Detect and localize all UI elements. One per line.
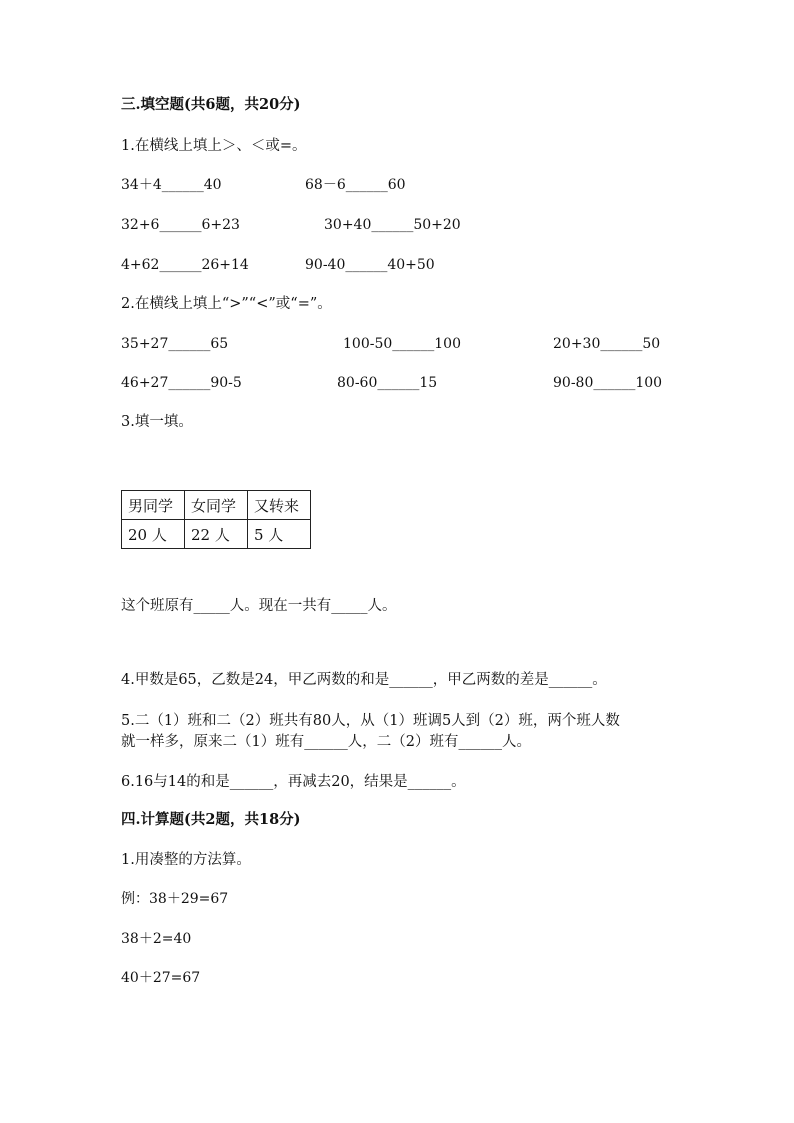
example-step1: 38＋2=40 <box>121 931 192 947</box>
table-header-row <box>122 491 311 520</box>
q2-row1-col3: 20+30______50 <box>553 336 661 352</box>
section3-heading: 三.填空题(共6题，共20分) <box>121 96 301 113</box>
section4-heading: 四.计算题(共2题，共18分) <box>121 811 301 828</box>
q5-line1: 5.二（1）班和二（2）班共有80人，从（1）班调5人到（2）班，两个班人数 <box>121 713 620 729</box>
table-header-cell: 男同学 <box>122 491 185 520</box>
q2-row2-col3: 90-80______100 <box>553 375 663 391</box>
q1-row1-right: 68－6______60 <box>305 177 406 193</box>
example-step2: 40＋27=67 <box>121 970 201 986</box>
q6-text: 6.16与14的和是______，再减去20，结果是______。 <box>121 774 466 790</box>
example-line: 例：38＋29=67 <box>121 891 229 907</box>
s4-q1-prompt: 1.用凑整的方法算。 <box>121 852 251 868</box>
q5-line2: 就一样多，原来二（1）班有______人，二（2）班有______人。 <box>121 734 531 750</box>
q2-row1-col2: 100-50______100 <box>343 336 461 352</box>
q1-prompt: 1.在横线上填上＞、＜或=。 <box>121 138 307 154</box>
table-header-cell: 又转来 <box>248 491 311 520</box>
table-value-cell: 22 人 <box>185 520 248 549</box>
table-value-row <box>122 520 311 549</box>
q1-row2-right: 30+40______50+20 <box>324 217 461 233</box>
q3-sentence: 这个班原有_____人。现在一共有_____人。 <box>121 598 397 614</box>
q1-row2-left: 32+6______6+23 <box>121 217 240 233</box>
q3-prompt: 3.填一填。 <box>121 414 193 430</box>
table-header-cell: 女同学 <box>185 491 248 520</box>
q4-text: 4.甲数是65，乙数是24，甲乙两数的和是______，甲乙两数的差是______。 <box>121 672 607 688</box>
q1-row3-left: 4+62______26+14 <box>121 257 249 273</box>
q2-prompt: 2.在横线上填上“>”“<”或“=”。 <box>121 296 332 312</box>
q1-row1-left: 34＋4______40 <box>121 177 222 193</box>
q2-row1-col1: 35+27______65 <box>121 336 229 352</box>
q3-table <box>121 490 311 549</box>
q2-row2-col1: 46+27______90-5 <box>121 375 242 391</box>
q2-row2-col2: 80-60______15 <box>337 375 438 391</box>
table-value-cell: 20 人 <box>122 520 185 549</box>
q1-row3-right: 90-40______40+50 <box>305 257 435 273</box>
table-value-cell: 5 人 <box>248 520 311 549</box>
